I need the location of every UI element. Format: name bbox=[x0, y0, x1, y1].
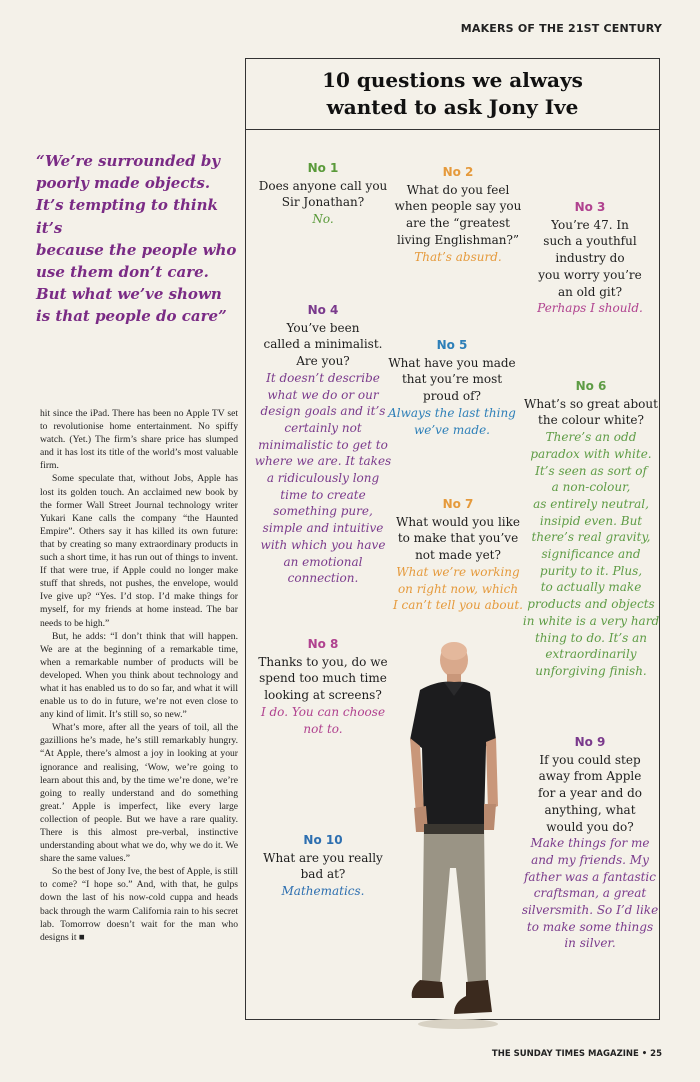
question-number: No 6 bbox=[575, 379, 607, 393]
answer-text: Always the last thing we’ve made. bbox=[388, 405, 516, 437]
body-paragraph: hit since the iPad. There has been no Apple TV set to revolutionise home entertainment. No spiffy watch. (Yet.) The firm’s share price has slumped and it has lost its title of the world’s most valuable firm. bbox=[40, 408, 238, 472]
answer-text: Mathematics. bbox=[281, 884, 365, 899]
question-text: What have you made that you’re most proud of? bbox=[388, 355, 516, 404]
question-text: What’s so great about the colour white? bbox=[524, 396, 658, 428]
answer-text: I do. You can choose not to. bbox=[260, 704, 386, 736]
question-number: No 9 bbox=[574, 735, 606, 749]
question-text: If you could step away from Apple for a year and do anything, what would you do? bbox=[537, 752, 643, 834]
question-8 bbox=[248, 636, 398, 737]
body-paragraph: Some speculate that, without Jobs, Apple has lost its golden touch. An acclaimed new book by the former Wall Street Journal technology writer Yukari Kane calls the company “the Haunted Empire”. Others say it has killed its own future: that by creating so many extraordinary products in such a short time, it has run out of things to invent. If that were true, if Apple could no longer make stuff that shreds, not pushes, the envelope, would Ive give up? “Yes. I’d stop. I’d make things for myself, for my friends at home instead. The bar needs to be high.” bbox=[40, 473, 238, 629]
body-paragraph: What’s more, after all the years of toil, all the gazillions he’s made, he’s still remarkably hungry. “At Apple, there’s almost a joy in looking at your ignorance and realising, ‘Wow, we’re going to learn about this and, by the time we’re done, we’re going to really understand and do something great.’ Apple is imperfect, like every large collection of people. But we have a rare quality. There is this almost pre-verbal, instinctive understanding about what we do, why we do it. We share the same values.” bbox=[40, 722, 238, 865]
page-footer: THE SUNDAY TIMES MAGAZINE • 25 bbox=[491, 1049, 662, 1059]
answer-text: It doesn’t describe what we do or our design goals and it’s certainly not minimalistic to get to where we are. It takes a ridiculously long time to create something pure, simple and intuitive with which you have an emotional connection. bbox=[254, 370, 392, 586]
section-header: MAKERS OF THE 21ST CENTURY bbox=[460, 22, 662, 35]
question-number: No 1 bbox=[307, 161, 339, 175]
question-text: You’ve been called a minimalist. Are you? bbox=[263, 320, 383, 369]
answer-text: Make things for me and my friends. My father was a fantastic craftsman, a great silversmith. So I’d like to make some things in silver. bbox=[521, 836, 659, 951]
question-2 bbox=[383, 164, 533, 265]
question-number: No 8 bbox=[307, 637, 339, 651]
question-text: Does anyone call you Sir Jonathan? bbox=[258, 178, 388, 210]
answer-text: That’s absurd. bbox=[414, 249, 502, 264]
answer-text: No. bbox=[312, 212, 334, 227]
portrait-photo bbox=[398, 636, 508, 1030]
question-number: No 7 bbox=[442, 497, 474, 511]
question-7 bbox=[383, 496, 533, 614]
question-number: No 5 bbox=[436, 338, 468, 352]
question-text: What would you like to make that you’ve not made yet? bbox=[395, 514, 520, 563]
question-9 bbox=[512, 734, 668, 952]
question-text: What are you really bad at? bbox=[263, 850, 383, 882]
question-10 bbox=[248, 832, 398, 900]
question-text: What do you feel when people say you are the “greatest living Englishman?” bbox=[394, 182, 522, 247]
question-1 bbox=[248, 160, 398, 228]
question-text: Thanks to you, do we spend too much time looking at screens? bbox=[258, 654, 388, 703]
pull-quote: “We’re surrounded by poorly made objects. It’s tempting to think it’s because the people who use them don’t care. But what we’ve shown is that people do care” bbox=[36, 152, 237, 326]
question-number: No 3 bbox=[574, 200, 606, 214]
body-paragraph: But, he adds: “I don’t think that will happen. We are at the beginning of a remarkable time, when a remarkable number of products will be developed. When you think about technology and what it has enabled us to do so far, and what it will enable us to do in future, we’re not even close to any kind of limit. It’s still so, so new.” bbox=[40, 630, 238, 721]
box-title: 10 questions we always wanted to ask Jony Ive bbox=[246, 59, 659, 130]
question-text: You’re 47. In such a youthful industry do you worry you’re an old git? bbox=[538, 217, 642, 299]
answer-text: What we’re working on right now, which I can’t tell you about. bbox=[393, 564, 523, 613]
question-5 bbox=[377, 337, 527, 438]
question-number: No 10 bbox=[303, 833, 343, 847]
question-3 bbox=[515, 199, 665, 317]
body-paragraph: So the best of Jony Ive, the best of Apple, is still to come? “I hope so.” And, with that, he gulps down the last of his now-cold cuppa and heads back through the warm California rain to his secret lab. Tomorrow doesn’t wait for the man who designs it ■ bbox=[40, 866, 238, 943]
question-4 bbox=[248, 302, 398, 587]
article-body bbox=[40, 407, 238, 944]
question-number: No 2 bbox=[442, 165, 474, 179]
answer-text: There’s an odd paradox with white. It’s seen as sort of a non-colour, as entirely neutral, insipid even. But there’s real gravity, significance and purity to it. Plus, to actually make products and objects in white is a very hard thing to do. It’s an extraordinarily unforgiving finish. bbox=[522, 430, 660, 678]
question-number: No 4 bbox=[307, 303, 339, 317]
question-6 bbox=[514, 378, 668, 680]
answer-text: Perhaps I should. bbox=[537, 301, 643, 316]
